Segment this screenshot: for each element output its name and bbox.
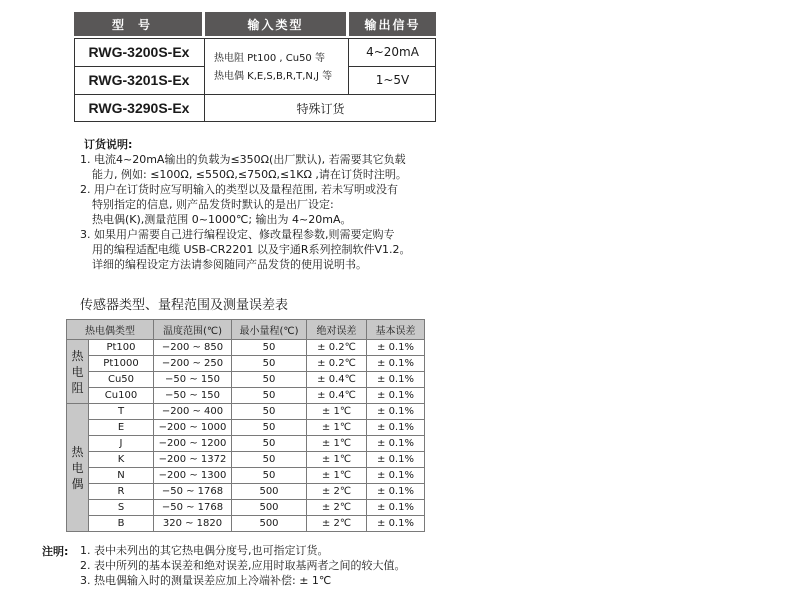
table-header-row [67, 320, 425, 340]
cell-min-span: 50 [232, 452, 307, 468]
note-line: 特别指定的信息, 则产品发货时默认的是出厂设定: [92, 198, 334, 211]
sensor-group-label: 热 电 阻 [67, 340, 89, 404]
cell-type: Cu50 [89, 372, 154, 388]
cell-range: −50 ~ 1768 [154, 484, 232, 500]
cell-basic-err: ± 0.1% [367, 404, 425, 420]
order-notes [80, 152, 411, 272]
cell-abs-err: ± 2℃ [307, 484, 367, 500]
cell-min-span: 500 [232, 484, 307, 500]
cell-basic-err: ± 0.1% [367, 356, 425, 372]
cell-type: N [89, 468, 154, 484]
cell-basic-err: ± 0.1% [367, 468, 425, 484]
cell-basic-err: ± 0.1% [367, 388, 425, 404]
cell-basic-err: ± 0.1% [367, 340, 425, 356]
cell-min-span: 500 [232, 516, 307, 532]
cell-range: −50 ~ 1768 [154, 500, 232, 516]
cell-abs-err: ± 2℃ [307, 516, 367, 532]
cell-min-span: 50 [232, 404, 307, 420]
footnotes [80, 543, 406, 588]
note-line: 热电偶(K),测量范围 0~1000℃; 输出为 4~20mA。 [92, 213, 352, 226]
cell-basic-err: ± 0.1% [367, 484, 425, 500]
cell-min-span: 50 [232, 356, 307, 372]
special-order: 特殊订货 [296, 101, 345, 116]
cell-abs-err: ± 1℃ [307, 452, 367, 468]
cell-basic-err: ± 0.1% [367, 452, 425, 468]
column-header: 绝对误差 [307, 320, 367, 340]
table-row [67, 484, 425, 500]
header-model: 型号 [74, 12, 202, 36]
note-line: 能力, 例如: ≤100Ω, ≤550Ω,≤750Ω,≤1KΩ ,请在订货时注明。 [92, 168, 407, 181]
column-header: 最小量程(℃) [232, 320, 307, 340]
note-line: 用的编程适配电缆 USB-CR2201 以及宇通R系列控制软件V1.2。 [92, 243, 411, 256]
cell-type: Pt1000 [89, 356, 154, 372]
cell-range: −200 ~ 1372 [154, 452, 232, 468]
table-row [67, 436, 425, 452]
cell-min-span: 50 [232, 436, 307, 452]
cell-abs-err: ± 2℃ [307, 500, 367, 516]
note-line: 3. 如果用户需要自己进行编程设定、修改量程参数,则需要定购专 [80, 228, 395, 241]
table-row [67, 340, 425, 356]
cell-min-span: 500 [232, 500, 307, 516]
model-name: RWG-3201S-Ex [88, 72, 190, 88]
model-name: RWG-3290S-Ex [88, 100, 190, 116]
cell-basic-err: ± 0.1% [367, 420, 425, 436]
table-row [67, 516, 425, 532]
cell-range: −200 ~ 1200 [154, 436, 232, 452]
cell-range: −200 ~ 1300 [154, 468, 232, 484]
cell-type: Cu100 [89, 388, 154, 404]
cell-type: J [89, 436, 154, 452]
column-header: 热电偶类型 [67, 320, 154, 340]
table-row [67, 500, 425, 516]
footnote-line: 2. 表中所列的基本误差和绝对误差,应用时取基两者之间的较大值。 [80, 559, 406, 572]
note-line: 2. 用户在订货时应写明输入的类型以及量程范围, 若未写明或没有 [80, 183, 398, 196]
cell-min-span: 50 [232, 388, 307, 404]
model-table [74, 12, 436, 122]
footnote-line: 1. 表中未列出的其它热电偶分度号,也可指定订货。 [80, 544, 329, 557]
cell-range: −200 ~ 250 [154, 356, 232, 372]
cell-abs-err: ± 1℃ [307, 468, 367, 484]
cell-min-span: 50 [232, 420, 307, 436]
output-signal: 4~20mA [366, 45, 419, 59]
cell-range: −200 ~ 850 [154, 340, 232, 356]
output-signal: 1~5V [375, 73, 410, 87]
table-row [67, 420, 425, 436]
footnotes-label: 注明: [42, 545, 69, 558]
cell-abs-err: ± 0.2℃ [307, 356, 367, 372]
sensor-table-title: 传感器类型、量程范围及测量误差表 [80, 298, 289, 313]
sensor-group-label: 热 电 偶 [67, 404, 89, 532]
cell-type: Pt100 [89, 340, 154, 356]
cell-abs-err: ± 0.4℃ [307, 388, 367, 404]
note-line: 1. 电流4~20mA输出的负载为≤350Ω(出厂默认), 若需要其它负载 [80, 153, 406, 166]
table-row [67, 468, 425, 484]
column-header: 温度范围(℃) [154, 320, 232, 340]
cell-range: 320 ~ 1820 [154, 516, 232, 532]
cell-abs-err: ± 1℃ [307, 420, 367, 436]
cell-type: B [89, 516, 154, 532]
note-line: 详细的编程设定方法请参阅随同产品发货的使用说明书。 [92, 258, 367, 271]
cell-basic-err: ± 0.1% [367, 436, 425, 452]
cell-type: K [89, 452, 154, 468]
cell-abs-err: ± 0.2℃ [307, 340, 367, 356]
table-row [67, 388, 425, 404]
cell-basic-err: ± 0.1% [367, 500, 425, 516]
cell-abs-err: ± 1℃ [307, 404, 367, 420]
header-input-type: 输入类型 [205, 12, 346, 36]
cell-type: E [89, 420, 154, 436]
header-output-signal: 输出信号 [349, 12, 436, 36]
cell-min-span: 50 [232, 468, 307, 484]
column-header: 基本误差 [367, 320, 425, 340]
table-row [67, 452, 425, 468]
cell-range: −200 ~ 1000 [154, 420, 232, 436]
cell-min-span: 50 [232, 340, 307, 356]
cell-type: S [89, 500, 154, 516]
cell-range: −200 ~ 400 [154, 404, 232, 420]
sensor-table [66, 319, 425, 532]
input-type-rtd: 热电阻 Pt100 , Cu50 等 [214, 53, 325, 64]
table-row [67, 372, 425, 388]
cell-abs-err: ± 0.4℃ [307, 372, 367, 388]
table-row [67, 404, 425, 420]
cell-type: R [89, 484, 154, 500]
cell-range: −50 ~ 150 [154, 372, 232, 388]
cell-basic-err: ± 0.1% [367, 516, 425, 532]
cell-type: T [89, 404, 154, 420]
model-name: RWG-3200S-Ex [88, 44, 190, 60]
cell-min-span: 50 [232, 372, 307, 388]
table-row [67, 356, 425, 372]
order-notes-title: 订货说明: [84, 138, 133, 151]
input-type-thermocouple: 热电偶 K,E,S,B,R,T,N,J 等 [214, 71, 333, 82]
cell-basic-err: ± 0.1% [367, 372, 425, 388]
footnote-line: 3. 热电偶输入时的测量误差应加上冷端补偿: ± 1℃ [80, 574, 332, 587]
cell-range: −50 ~ 150 [154, 388, 232, 404]
cell-abs-err: ± 1℃ [307, 436, 367, 452]
